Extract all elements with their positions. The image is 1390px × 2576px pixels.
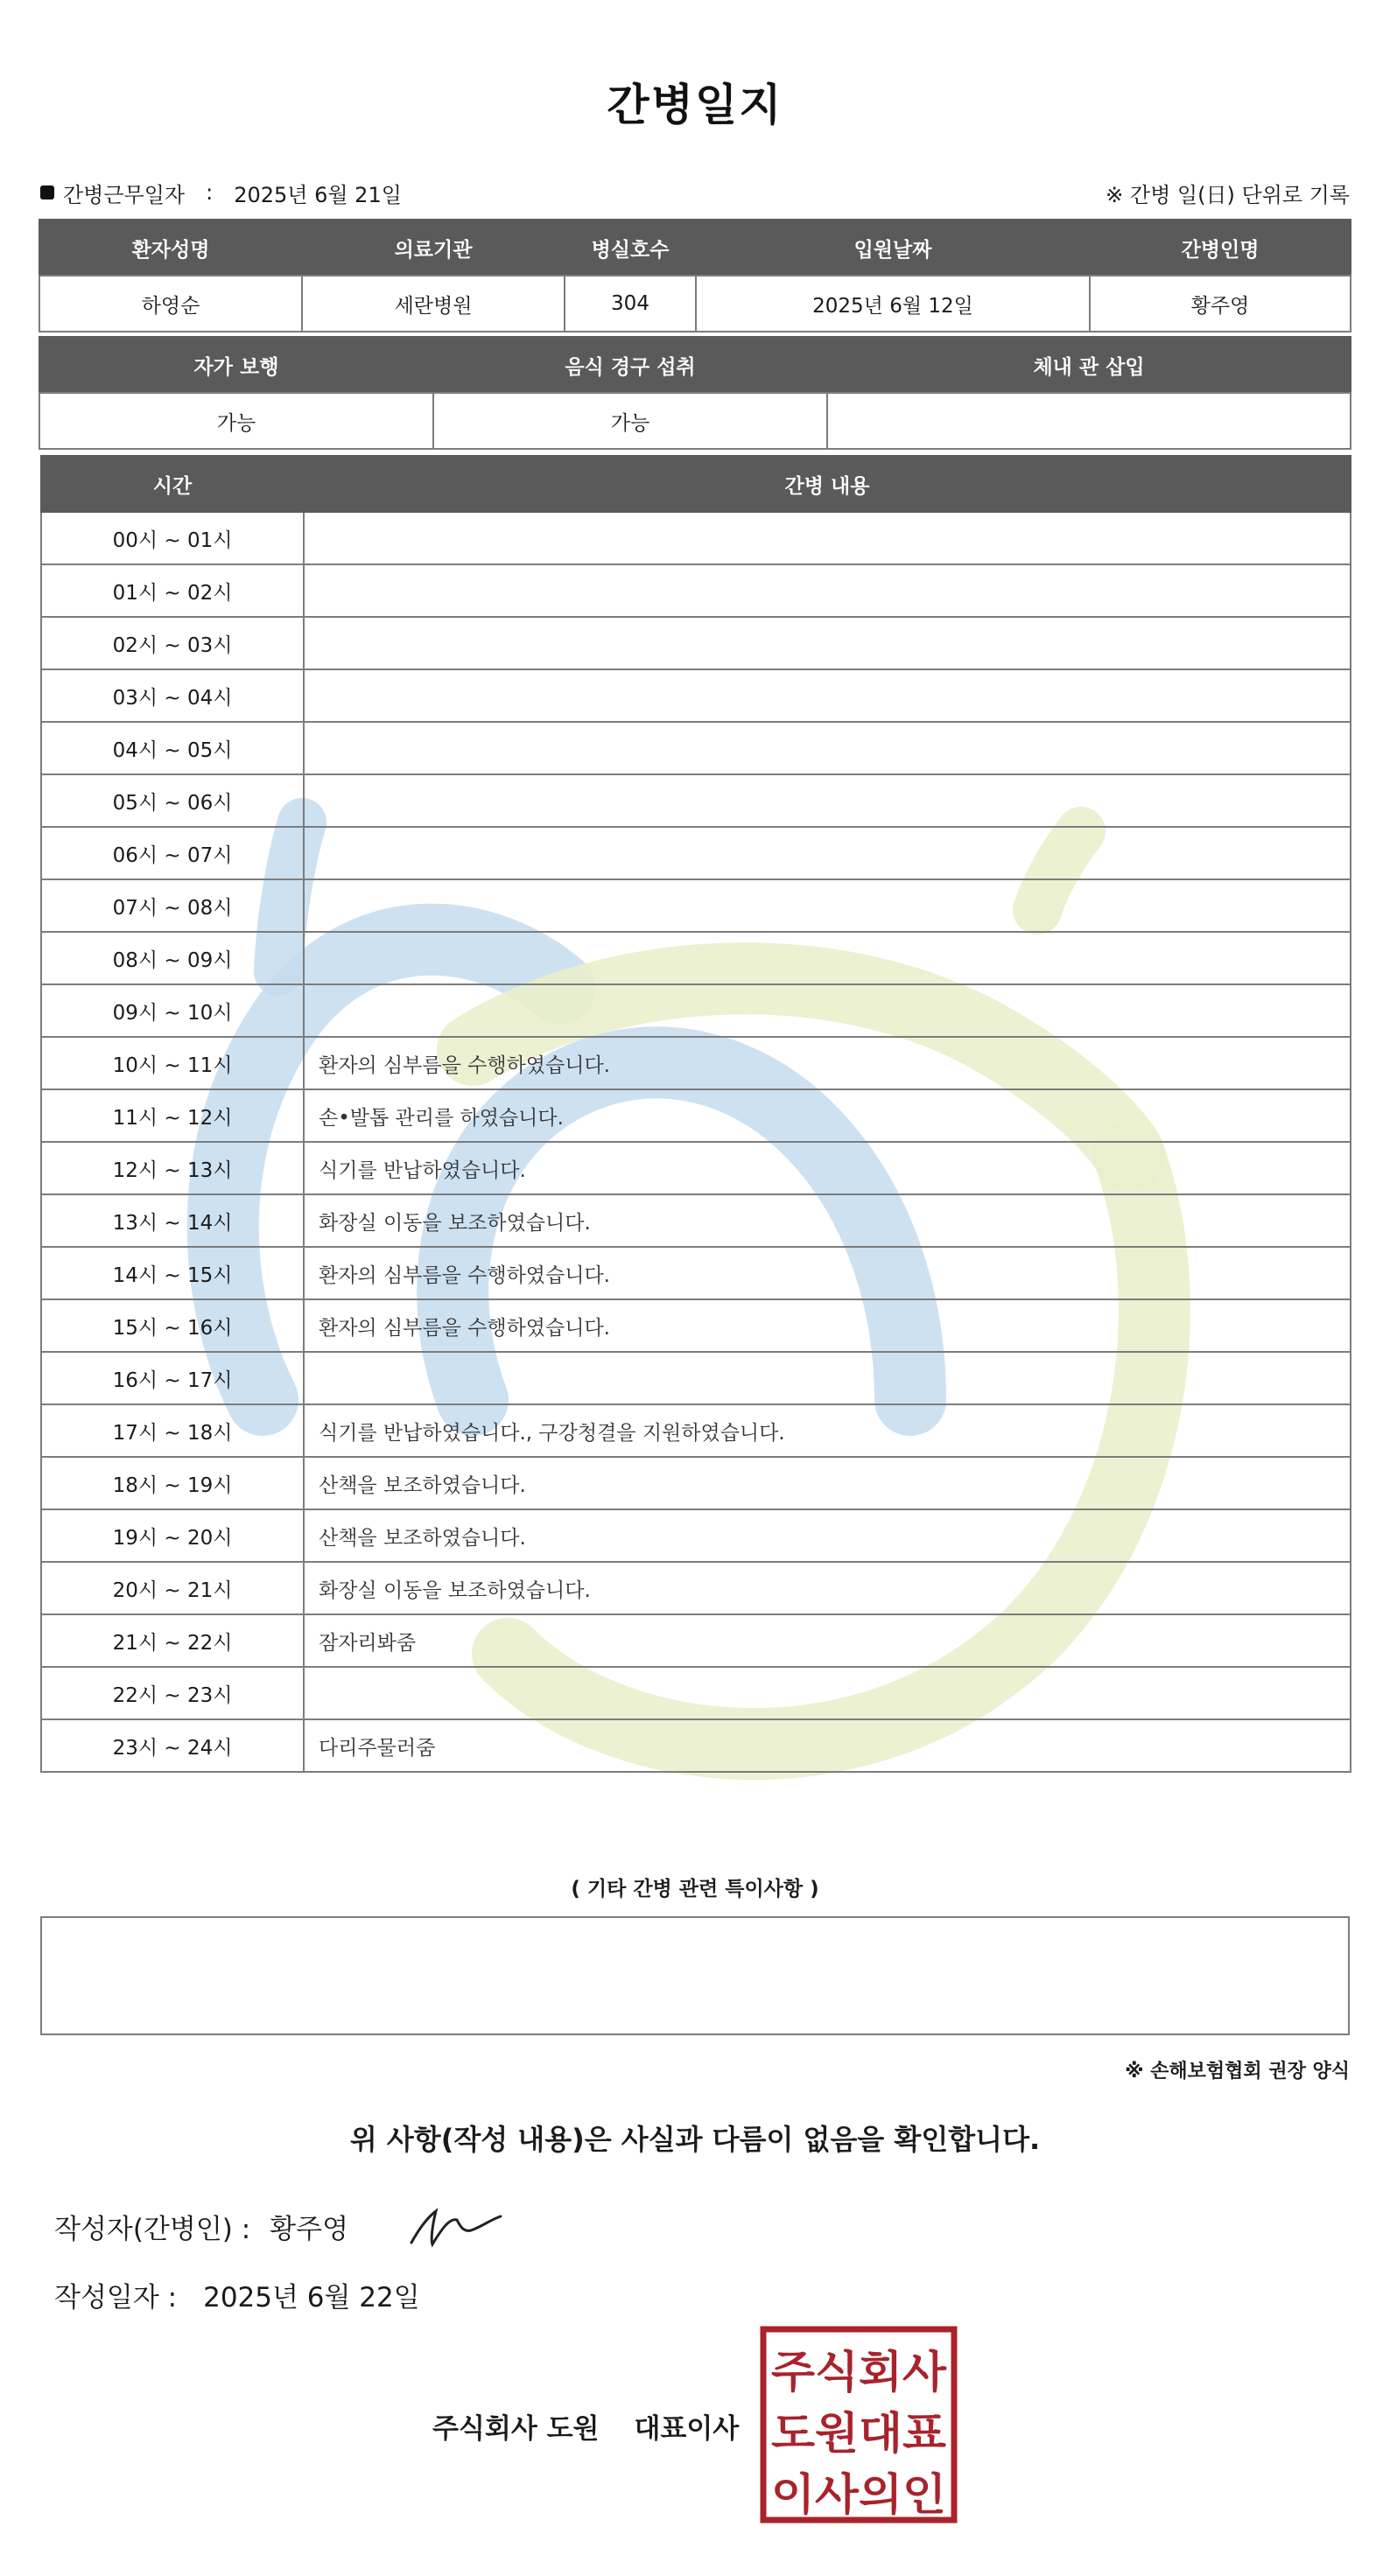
time-cell: 18시 ~ 19시 xyxy=(41,1457,304,1509)
table-row xyxy=(41,1457,1351,1509)
table-row xyxy=(41,1614,1351,1667)
time-cell: 16시 ~ 17시 xyxy=(41,1352,304,1404)
time-cell: 01시 ~ 02시 xyxy=(41,564,304,617)
care-content-cell xyxy=(304,1667,1351,1719)
author-label: 작성자(간병인) : xyxy=(54,2214,251,2245)
care-content-cell xyxy=(304,1352,1351,1404)
time-cell: 04시 ~ 05시 xyxy=(41,722,304,774)
time-cell: 05시 ~ 06시 xyxy=(41,774,304,827)
care-content-cell: 식기를 반납하였습니다. xyxy=(304,1142,1351,1194)
confirmation-statement: 위 사항(작성 내용)은 사실과 다름이 없음을 확인합니다. xyxy=(349,2123,1041,2156)
time-cell: 02시 ~ 03시 xyxy=(41,617,304,669)
time-cell: 12시 ~ 13시 xyxy=(41,1142,304,1194)
time-cell: 09시 ~ 10시 xyxy=(41,984,304,1037)
patient-name-header: 환자성명 xyxy=(39,219,303,276)
self-walking-header: 자가 보행 xyxy=(39,336,434,394)
tube-insertion-value xyxy=(826,392,1351,450)
time-cell: 07시 ~ 08시 xyxy=(41,879,304,932)
time-cell: 17시 ~ 18시 xyxy=(41,1404,304,1457)
time-cell: 23시 ~ 24시 xyxy=(41,1719,304,1772)
time-cell: 21시 ~ 22시 xyxy=(41,1614,304,1667)
company-line xyxy=(432,2406,739,2446)
care-content-cell xyxy=(304,774,1351,827)
care-content-cell: 화장실 이동을 보조하였습니다. xyxy=(304,1562,1351,1614)
work-date-separator: : xyxy=(206,180,214,205)
oral-intake-header: 음식 경구 섭취 xyxy=(432,336,828,394)
care-content-cell: 식기를 반납하였습니다., 구강청결을 지원하였습니다. xyxy=(304,1404,1351,1457)
table-row xyxy=(41,1194,1351,1247)
company-name: 주식회사 도원 xyxy=(432,2413,600,2445)
hourly-care-log-table xyxy=(40,455,1351,1773)
table-row xyxy=(41,1352,1351,1404)
oral-intake-value: 가능 xyxy=(432,392,828,450)
table-row xyxy=(41,984,1351,1037)
table-row xyxy=(41,1719,1351,1772)
tube-insertion-header: 체내 관 삽입 xyxy=(826,336,1351,394)
table-row xyxy=(41,617,1351,669)
table-row xyxy=(41,564,1351,617)
svg-text:이사의인: 이사의인 xyxy=(771,2469,946,2520)
log-header-row xyxy=(41,456,1351,512)
care-content-cell xyxy=(304,722,1351,774)
care-content-cell xyxy=(304,669,1351,722)
representative-title: 대표이사 xyxy=(634,2413,740,2445)
table-row xyxy=(41,1037,1351,1089)
care-content-cell: 환자의 심부름을 수행하였습니다. xyxy=(304,1247,1351,1299)
table-row xyxy=(41,1404,1351,1457)
care-content-cell: 다리주물러줌 xyxy=(304,1719,1351,1772)
log-body xyxy=(41,512,1351,1772)
page-title: 간병일지 xyxy=(607,80,783,130)
time-header: 시간 xyxy=(41,456,304,512)
room-number-header: 병실호수 xyxy=(564,219,697,276)
hospital-value: 세란병원 xyxy=(301,275,565,332)
table-row xyxy=(41,1509,1351,1562)
table-row xyxy=(41,932,1351,984)
time-cell: 14시 ~ 15시 xyxy=(41,1247,304,1299)
table-row xyxy=(41,1142,1351,1194)
table-row xyxy=(41,1247,1351,1299)
square-bullet-icon xyxy=(40,186,54,200)
care-content-cell: 화장실 이동을 보조하였습니다. xyxy=(304,1194,1351,1247)
care-content-header: 간병 내용 xyxy=(304,456,1351,512)
recommended-form-note: ※ 손해보험협회 권장 양식 xyxy=(1125,2061,1350,2082)
write-date-line xyxy=(54,2275,420,2314)
table-row xyxy=(41,827,1351,879)
svg-text:도원대표: 도원대표 xyxy=(771,2408,947,2459)
work-date-value: 2025년 6월 21일 xyxy=(234,182,402,207)
table-row xyxy=(41,1667,1351,1719)
handwritten-signature xyxy=(403,2201,534,2253)
time-cell: 13시 ~ 14시 xyxy=(41,1194,304,1247)
author-line xyxy=(54,2207,348,2246)
table-row xyxy=(41,1562,1351,1614)
care-content-cell: 환자의 심부름을 수행하였습니다. xyxy=(304,1037,1351,1089)
patient-status-table xyxy=(40,338,1350,450)
work-date-line xyxy=(40,175,1350,210)
care-content-cell xyxy=(304,932,1351,984)
care-content-cell xyxy=(304,617,1351,669)
time-cell: 10시 ~ 11시 xyxy=(41,1037,304,1089)
table-row xyxy=(41,1089,1351,1142)
write-date-value: 2025년 6월 22일 xyxy=(203,2282,420,2314)
table-row xyxy=(41,1299,1351,1352)
care-content-cell xyxy=(304,512,1351,564)
time-cell: 20시 ~ 21시 xyxy=(41,1562,304,1614)
time-cell: 11시 ~ 12시 xyxy=(41,1089,304,1142)
record-note: ※ 간병 일(日) 단위로 기록 xyxy=(1106,182,1350,207)
care-content-cell: 산책을 보조하였습니다. xyxy=(304,1457,1351,1509)
care-content-cell xyxy=(304,827,1351,879)
room-number-value: 304 xyxy=(564,275,697,332)
time-cell: 00시 ~ 01시 xyxy=(41,512,304,564)
table-row xyxy=(41,722,1351,774)
notes-box xyxy=(40,1916,1350,2035)
work-date-label: 간병근무일자 xyxy=(63,182,186,207)
hospital-header: 의료기관 xyxy=(301,219,565,276)
care-content-cell: 산책을 보조하였습니다. xyxy=(304,1509,1351,1562)
write-date-label: 작성일자 : xyxy=(54,2282,178,2314)
care-content-cell xyxy=(304,879,1351,932)
care-content-cell xyxy=(304,564,1351,617)
company-seal-stamp xyxy=(760,2326,958,2524)
work-date-group xyxy=(40,178,402,208)
time-cell: 22시 ~ 23시 xyxy=(41,1667,304,1719)
table-row xyxy=(41,669,1351,722)
notes-title: ( 기타 간병 관련 특이사항 ) xyxy=(571,1878,819,1900)
table-row xyxy=(41,774,1351,827)
self-walking-value: 가능 xyxy=(39,392,434,450)
caregiver-name-header: 간병인명 xyxy=(1089,219,1351,276)
table-row xyxy=(41,879,1351,932)
care-content-cell xyxy=(304,984,1351,1037)
admission-date-value: 2025년 6월 12일 xyxy=(695,275,1091,332)
time-cell: 15시 ~ 16시 xyxy=(41,1299,304,1352)
time-cell: 03시 ~ 04시 xyxy=(41,669,304,722)
admission-date-header: 입원날짜 xyxy=(695,219,1091,276)
care-content-cell: 환자의 심부름을 수행하였습니다. xyxy=(304,1299,1351,1352)
care-content-cell: 잠자리봐줌 xyxy=(304,1614,1351,1667)
table-row xyxy=(41,512,1351,564)
author-name: 황주영 xyxy=(270,2214,349,2245)
patient-name-value: 하영순 xyxy=(39,275,303,332)
time-cell: 19시 ~ 20시 xyxy=(41,1509,304,1562)
svg-text:주식회사: 주식회사 xyxy=(771,2347,947,2398)
caregiver-name-value: 황주영 xyxy=(1089,275,1351,332)
patient-info-table xyxy=(40,220,1350,332)
time-cell: 08시 ~ 09시 xyxy=(41,932,304,984)
care-content-cell: 손•발톱 관리를 하였습니다. xyxy=(304,1089,1351,1142)
time-cell: 06시 ~ 07시 xyxy=(41,827,304,879)
